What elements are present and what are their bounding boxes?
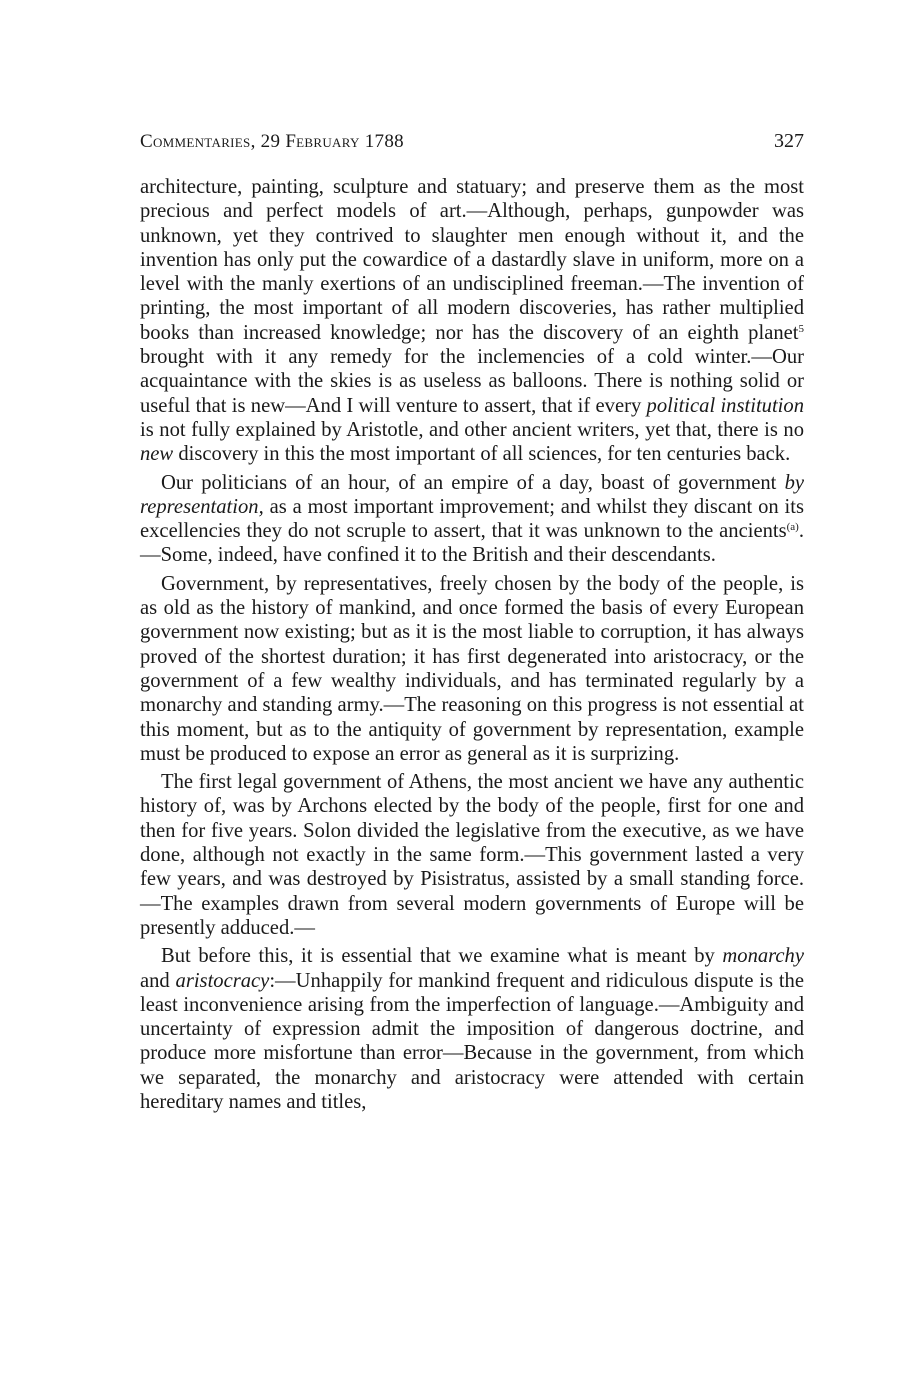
paragraph xyxy=(140,572,804,766)
paragraph xyxy=(140,471,804,568)
paragraph xyxy=(140,175,804,467)
italic-text: monarchy xyxy=(722,945,804,968)
italic-text: political institution xyxy=(646,394,804,417)
italic-text: by representation, xyxy=(140,471,804,518)
paragraph xyxy=(140,770,804,940)
text-run: as a most important improvement; and whilst they discant on its excellencies they do not scruple to assert, that it was unknown to the ancients xyxy=(140,495,804,543)
running-title: Commentaries, 29 February 1788 xyxy=(140,131,404,152)
page xyxy=(140,126,804,1114)
running-head xyxy=(140,126,804,157)
italic-text: new xyxy=(140,443,174,466)
footnote-marker: (a) xyxy=(786,521,799,534)
text-run: is not fully explained by Aristotle, and other ancient writers, yet that, there is no xyxy=(140,418,804,441)
text-run: :—Unhappily for mankind frequent and ridiculous dispute is the least inconvenience arising from the imperfection of language.—Ambiguity and uncertainty of expression admit the imposition of dangerous doctrine, and produce more misfortune than error—Because in the government, from which we separated, the monarchy and aristocracy were attended with certain hereditary names and titles, xyxy=(140,969,804,1113)
text-run: and xyxy=(140,969,176,992)
text-run: brought with it any remedy for the inclemencies of a cold winter.—Our acquaintance with the skies is as useless as balloons. There is nothing solid or useful that is new—And I will venture to assert, that if every xyxy=(140,346,804,417)
paragraph xyxy=(140,944,804,1114)
page-number: 327 xyxy=(774,130,804,152)
text-run: But before this, it is essential that we examine what is meant by xyxy=(161,945,723,968)
text-run: .—Some, indeed, have confined it to the British and their descendants. xyxy=(140,520,804,567)
footnote-marker: 5 xyxy=(798,322,804,335)
body-text xyxy=(140,175,804,1114)
text-run: Our politicians of an hour, of an empire of a day, boast of government xyxy=(161,471,785,494)
text-run: discovery in this the most important of all sciences, for ten centuries back. xyxy=(173,443,791,466)
text-run: Government, by representatives, freely chosen by the body of the people, is as old as the history of mankind, and once formed the basis of every European government now existing; but as it is the most liable to corruption, it has always proved of the shortest duration; it has first degenerated into aristocracy, or the government of a few wealthy individuals, and has terminated regularly by a monarchy and standing army.—The reasoning on this progress is not essential at this moment, but as to the antiquity of government by representation, example must be produced to expose an error as general as it is surprizing. xyxy=(140,572,804,765)
italic-text: aristocracy xyxy=(175,969,270,992)
text-run: architecture, painting, sculpture and statuary; and preserve them as the most precious and perfect models of art.—Although, perhaps, gunpowder was unknown, yet they contrived to slaughter men enough without it, and the invention has only put the cowardice of a dastardly slave in uniform, more on a level with the manly exertions of an undisciplined freeman.—The invention of printing, the most important of all modern discoveries, has rather multiplied books than increased knowledge; nor has the discovery of an eighth planet xyxy=(140,176,804,344)
text-run: The first legal government of Athens, the most ancient we have any authentic history of, was by Archons elected by the body of the people, first for one and then for five years. Solon divided the legislative from the executive, as we have done, although not exactly in the same form.—This government lasted a very few years, and was destroyed by Pisistratus, assisted by a small standing force.—The examples drawn from several modern governments of Europe will be presently adduced.— xyxy=(140,771,804,939)
